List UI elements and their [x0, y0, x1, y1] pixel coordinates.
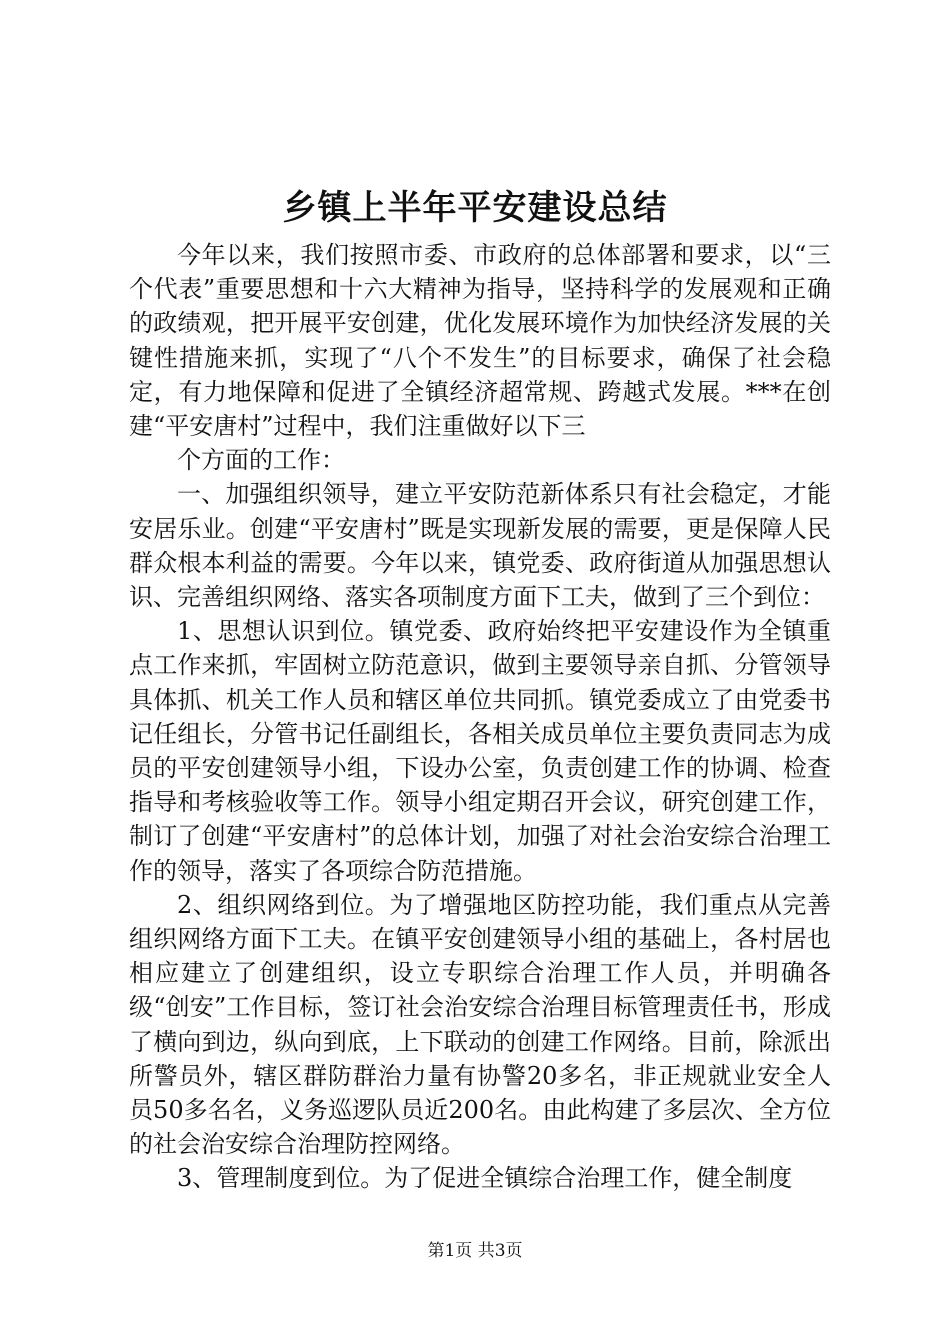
- paragraph: 2、组织网络到位。为了增强地区防控功能，我们重点从完善组织网络方面下工夫。在镇平安创建领导小组的基础上，各村居也相应建立了创建组织，设立专职综合治理工作人员，并明确各级“创安”工作目标，签订社会治安综合治理目标管理责任书，形成了横向到边，纵向到底，上下联动的创建工作网络。目前，除派出所警员外，辖区群防群治力量有协警20多名，非正规就业安全人员50多名名，义务巡逻队员近200名。由此构建了多层次、全方位的社会治安综合治理防控网络。: [129, 890, 831, 1159]
- paragraph: 1、思想认识到位。镇党委、政府始终把平安建设作为全镇重点工作来抓，牢固树立防范意识，做到主要领导亲自抓、分管领导具体抓、机关工作人员和辖区单位共同抓。镇党委成立了由党委书记任组长，分管书记任副组长，各相关成员单位主要负责同志为成员的平安创建领导小组，下设办公室，负责创建工作的协调、检查指导和考核验收等工作。领导小组定期召开会议，研究创建工作，制订了创建“平安唐村”的总体计划，加强了对社会治安综合治理工作的领导，落实了各项综合防范措施。: [129, 617, 831, 885]
- paragraph: 个方面的工作：: [177, 446, 345, 475]
- document-body: [129, 238, 831, 1196]
- document-title: 乡镇上半年平安建设总结: [282, 188, 668, 228]
- paragraph: 一、加强组织领导，建立平安防范新体系只有社会稳定，才能安居乐业。创建“平安唐村”既是实现新发展的需要，更是保障人民群众根本利益的需要。今年以来，镇党委、政府街道从加强思想认识、完善组织网络、落实各项制度方面下工夫，做到了三个到位：: [129, 480, 831, 612]
- paragraph: 今年以来，我们按照市委、市政府的总体部署和要求，以“三个代表”重要思想和十六大精神为指导，坚持科学的发展观和正确的政绩观，把开展平安创建，优化发展环境作为加快经济发展的关键性措施来抓，实现了“八个不发生”的目标要求，确保了社会稳定，有力地保障和促进了全镇经济超常规、跨越式发展。***在创建“平安唐村”过程中，我们注重做好以下三: [129, 241, 831, 441]
- page-footer: 第1页 共3页: [427, 1241, 523, 1261]
- paragraph: 3、管理制度到位。为了促进全镇综合治理工作，健全制度: [177, 1164, 793, 1193]
